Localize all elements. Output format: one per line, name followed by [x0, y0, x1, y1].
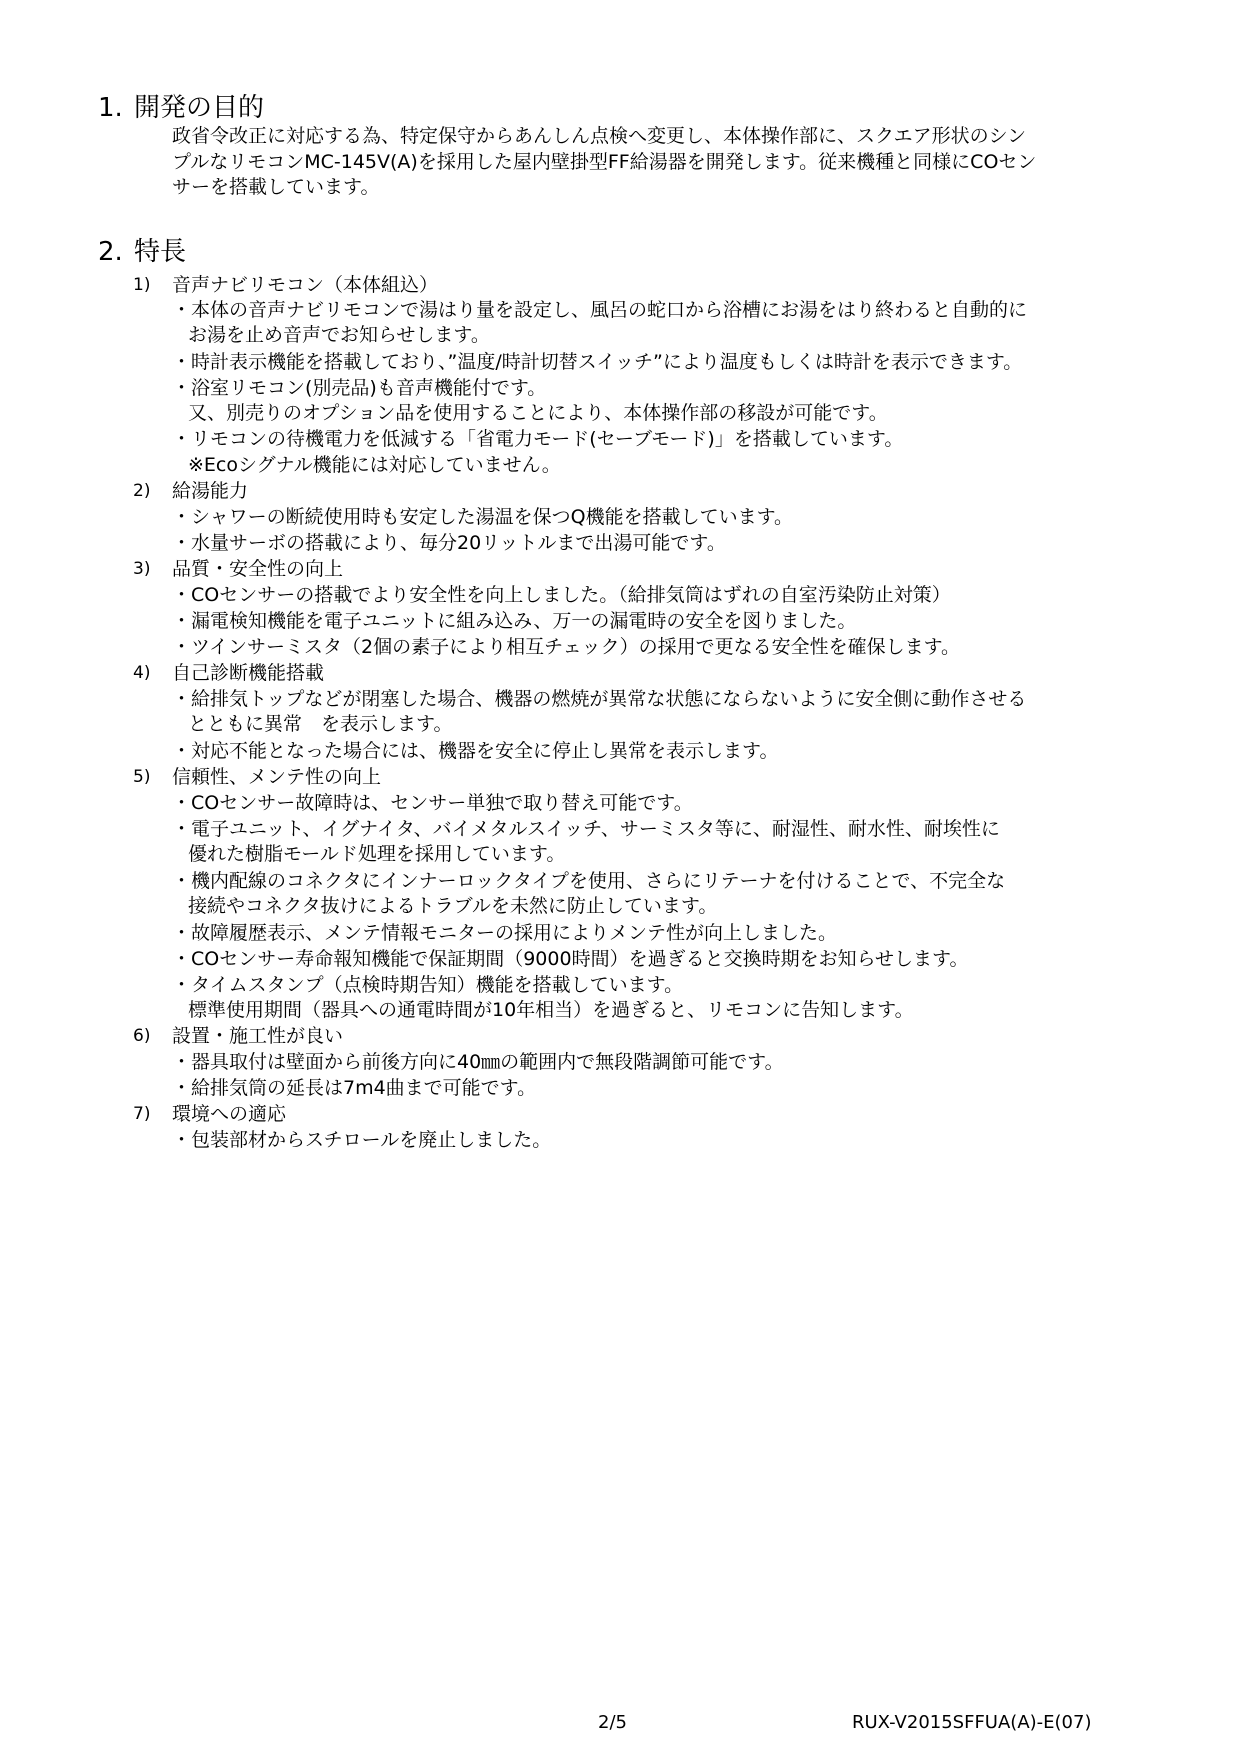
list-item: ・器具取付は壁面から前後方向に40㎜の範囲内で無段階調節可能です。	[172, 1051, 784, 1073]
list-item-continuation: ※Ecoシグナル機能には対応していません。	[188, 454, 561, 476]
section-2-number: 2.	[98, 237, 123, 267]
list-item: ・浴室リモコン(別売品)も音声機能付です。	[172, 377, 547, 399]
list-item: ・タイムスタンプ（点検時期告知）機能を搭載しています。	[172, 974, 684, 996]
page-number: 2/5	[598, 1712, 627, 1733]
subsection-number: 7)	[133, 1104, 151, 1124]
list-item: ・給排気筒の延長は7m4曲まで可能です。	[172, 1077, 537, 1099]
section-2-title: 特長	[134, 237, 187, 267]
list-item-continuation: 標準使用期間（器具への通電時間が10年相当）を過ぎると、リモコンに告知します。	[188, 999, 914, 1021]
list-item: ・リモコンの待機電力を低減する「省電力モード(セーブモード)」を搭載しています。	[172, 428, 904, 450]
subsection-title: 設置・施工性が良い	[172, 1025, 344, 1047]
list-item: ・COセンサー寿命報知機能で保証期間（9000時間）を過ぎると交換時期をお知らせします。	[172, 948, 969, 970]
section-1-line: プルなリモコンMC-145V(A)を採用した屋内壁掛型FF給湯器を開発します。従来機種と同様にCOセン	[172, 150, 1037, 173]
list-item: ・機内配線のコネクタにインナーロックタイプを使用、さらにリテーナを付けることで、不完全な	[172, 870, 1006, 892]
list-item: ・時計表示機能を搭載しており、”温度/時計切替スイッチ”により温度もしくは時計を表示できます。	[172, 351, 1023, 373]
subsection-title: 品質・安全性の向上	[172, 558, 344, 580]
section-2-heading	[98, 236, 186, 268]
document-model-code: RUX-V2015SFFUA(A)-E(07)	[852, 1712, 1092, 1733]
section-1-heading	[98, 92, 264, 124]
list-item: ・ツインサーミスタ（2個の素子により相互チェック）の採用で更なる安全性を確保します。	[172, 636, 961, 658]
subsection-number: 6)	[133, 1026, 151, 1046]
subsection-number: 5)	[133, 767, 151, 787]
list-item-continuation: 優れた樹脂モールド処理を採用しています。	[188, 843, 566, 865]
section-1-title: 開発の目的	[134, 93, 265, 123]
subsection-number: 2)	[133, 481, 151, 501]
list-item: ・包装部材からスチロールを廃止しました。	[172, 1129, 552, 1151]
list-item: ・COセンサー故障時は、センサー単独で取り替え可能です。	[172, 792, 693, 814]
section-1-line: サーを搭載しています。	[172, 176, 380, 198]
list-item-continuation: 又、別売りのオプション品を使用することにより、本体操作部の移設が可能です。	[188, 402, 888, 424]
list-item: ・漏電検知機能を電子ユニットに組み込み、万一の漏電時の安全を図りました。	[172, 610, 857, 632]
list-item: ・本体の音声ナビリモコンで湯はり量を設定し、風呂の蛇口から浴槽にお湯をはり終わると自動的に	[172, 299, 1028, 321]
subsection-title: 音声ナビリモコン（本体組込）	[172, 274, 439, 296]
section-1-body	[172, 124, 1152, 201]
subsection-number: 3)	[133, 559, 151, 579]
list-item-continuation: とともに異常 を表示します。	[188, 713, 453, 735]
list-item: ・給排気トップなどが閉塞した場合、機器の燃焼が異常な状態にならないように安全側に動作させる	[172, 688, 1027, 710]
list-item: ・対応不能となった場合には、機器を安全に停止し異常を表示します。	[172, 740, 779, 762]
subsection-title: 自己診断機能搭載	[172, 662, 325, 684]
subsection-title: 給湯能力	[172, 480, 249, 502]
list-item: ・COセンサーの搭載でより安全性を向上しました。（給排気筒はずれの自室汚染防止対策）	[172, 584, 951, 606]
section-1-number: 1.	[98, 93, 123, 123]
list-item: ・シャワーの断続使用時も安定した湯温を保つQ機能を搭載しています。	[172, 506, 794, 528]
subsection-number: 4)	[133, 663, 151, 683]
list-item: ・水量サーボの搭載により、毎分20リットルまで出湯可能です。	[172, 532, 726, 554]
subsection-title: 信頼性、メンテ性の向上	[172, 766, 382, 788]
list-item: ・故障履歴表示、メンテ情報モニターの採用によりメンテ性が向上しました。	[172, 922, 838, 944]
list-item-continuation: 接続やコネクタ抜けによるトラブルを未然に防止しています。	[188, 895, 718, 917]
list-item: ・電子ユニット、イグナイタ、バイメタルスイッチ、サーミスタ等に、耐湿性、耐水性、耐埃性に	[172, 818, 1000, 840]
list-item-continuation: お湯を止め音声でお知らせします。	[188, 324, 490, 346]
section-1-line: 政省令改正に対応する為、特定保守からあんしん点検へ変更し、本体操作部に、スクエア形状のシン	[172, 125, 1027, 147]
subsection-number: 1)	[133, 275, 151, 295]
subsection-title: 環境への適応	[172, 1103, 287, 1125]
